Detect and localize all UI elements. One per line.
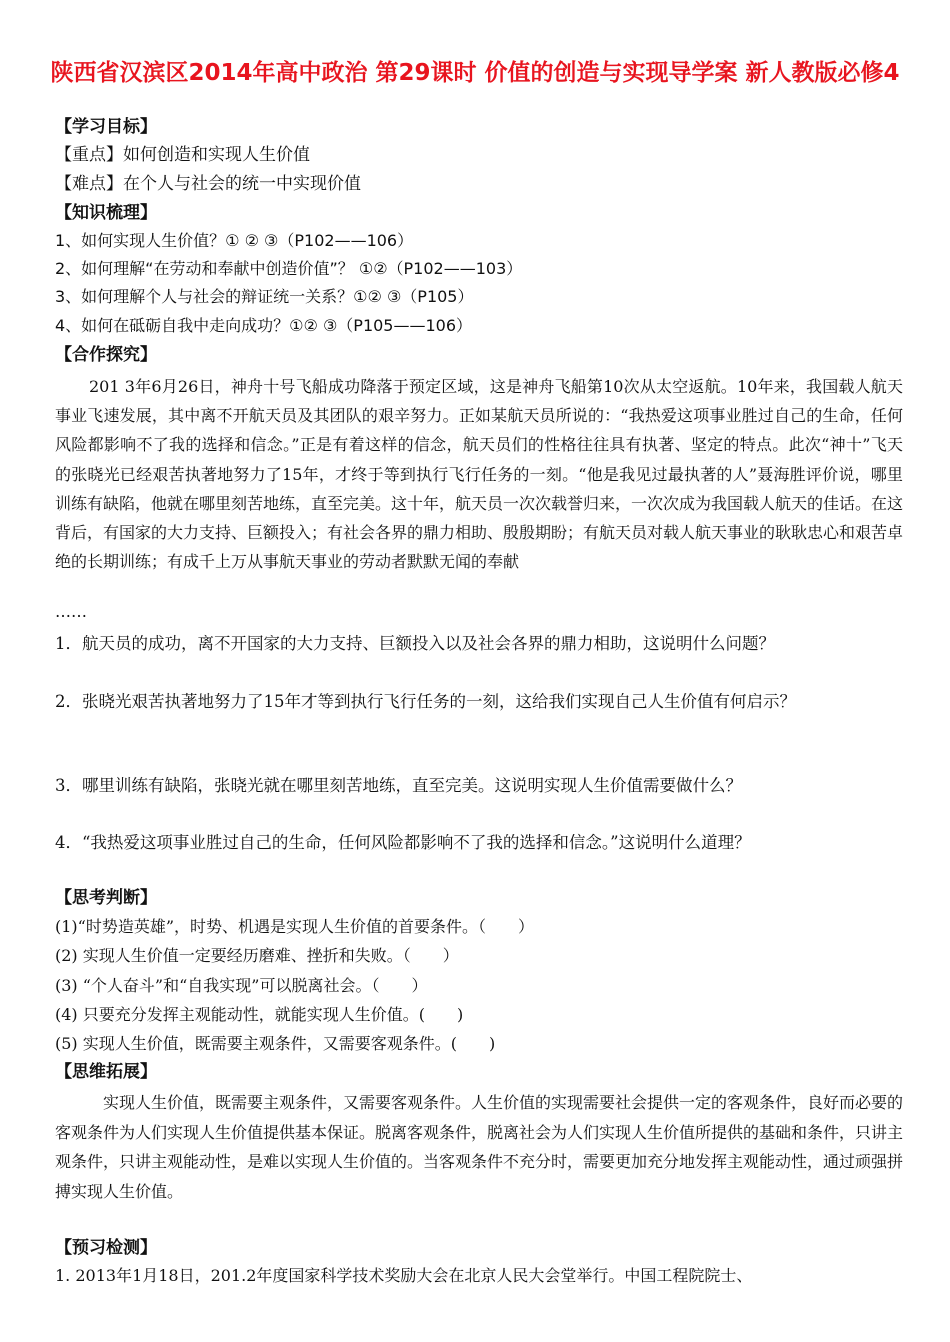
knowledge-item: 1、如何实现人生价值？① ② ③（P102——106） — [55, 231, 414, 250]
difficult-point: 【难点】在个人与社会的统一中实现价值 — [55, 174, 361, 194]
document-title: 陕西省汉滨区2014年高中政治 第29课时 价值的创造与实现导学案 新人教版必修4 — [50, 60, 900, 86]
expand-passage: 实现人生价值，既需要主观条件，又需要客观条件。人生价值的实现需要社会提供一定的客观条件，良好而必要的客观条件为人们实现人生价值提供基本保证。脱离客观条件，脱离社会为人们实现人生价值所提供的基础和条件，只讲主观条件，只讲主观能动性，是难以实现人生价值的。当客观条件不充分时，需要更加充分地发挥主观能动性，通过顽强拼搏实现人生价值。 — [55, 1093, 904, 1201]
preview-heading: 【预习检测】 — [55, 1238, 157, 1258]
question-item: 3．哪里训练有缺陷，张晓光就在哪里刻苦地练，直至完美。这说明实现人生价值需要做什么？ — [55, 776, 742, 795]
knowledge-heading: 【知识梳理】 — [55, 203, 157, 223]
explore-passage: 201 3年6月26日，神舟十号飞船成功降落于预定区域，这是神舟飞船第10次从太空返航。10年来，我国载人航天事业飞速发展，其中离不开航天员及其团队的艰辛努力。正如某航天员所说的：“我热爱这项事业胜过自己的生命，任何风险都影响不了我的选择和信念。”正是有着这样的信念，航天员们的性格往往具有执著、坚定的特点。此次“神十”飞天的张晓光已经艰苦执著地努力了15年，才终于等到执行飞行任务的一刻。“他是我见过最执著的人”聂海胜评价说，哪里训练有缺陷，他就在哪里刻苦地练，直至完美。这十年，航天员一次次载誉归来，一次次成为我国载人航天的佳话。在这背后，有国家的大力支持、巨额投入；有社会各界的鼎力相助、殷殷期盼；有航天员对载人航天事业的耿耿忠心和艰苦卓绝的长期训练；有成千上万从事航天事业的劳动者默默无闻的奉献 — [55, 377, 904, 572]
learning-goals-heading: 【学习目标】 — [55, 117, 157, 137]
question-item: 2．张晓光艰苦执著地努力了15年才等到执行飞行任务的一刻，这给我们实现自己人生价值有何启示？ — [55, 692, 796, 711]
question-item: 1．航天员的成功，离不开国家的大力支持、巨额投入以及社会各界的鼎力相助，这说明什么问题？ — [55, 634, 775, 653]
knowledge-item: 2、如何理解“在劳动和奉献中创造价值”？ ①②（P102——103） — [55, 259, 523, 278]
key-point: 【重点】如何创造和实现人生价值 — [55, 145, 310, 165]
preview-first-line: 1. 2013年1月18日，201.2年度国家科学技术奖励大会在北京人民大会堂举行。中国工程院院士、 — [55, 1266, 753, 1285]
passage-ellipsis: …… — [55, 602, 87, 621]
judge-item: (5) 实现人生价值，既需要主观条件，又需要客观条件。( ) — [55, 1034, 496, 1053]
knowledge-item: 4、如何在砥砺自我中走向成功？①② ③（P105——106） — [55, 316, 473, 335]
judge-item: (3) “个人奋斗”和“自我实现”可以脱离社会。（ ） — [55, 976, 428, 995]
expand-heading: 【思维拓展】 — [55, 1062, 157, 1082]
judge-item: (4) 只要充分发挥主观能动性，就能实现人生价值。( ) — [55, 1005, 464, 1024]
judge-heading: 【思考判断】 — [55, 888, 157, 908]
question-item: 4．“我热爱这项事业胜过自己的生命，任何风险都影响不了我的选择和信念。”这说明什么道理？ — [55, 833, 751, 852]
explore-heading: 【合作探究】 — [55, 345, 157, 365]
judge-item: (1)“时势造英雄”，时势、机遇是实现人生价值的首要条件。（ ） — [55, 917, 535, 936]
knowledge-item: 3、如何理解个人与社会的辩证统一关系？①② ③（P105） — [55, 287, 474, 306]
judge-item: (2) 实现人生价值一定要经历磨难、挫折和失败。（ ） — [55, 946, 459, 965]
